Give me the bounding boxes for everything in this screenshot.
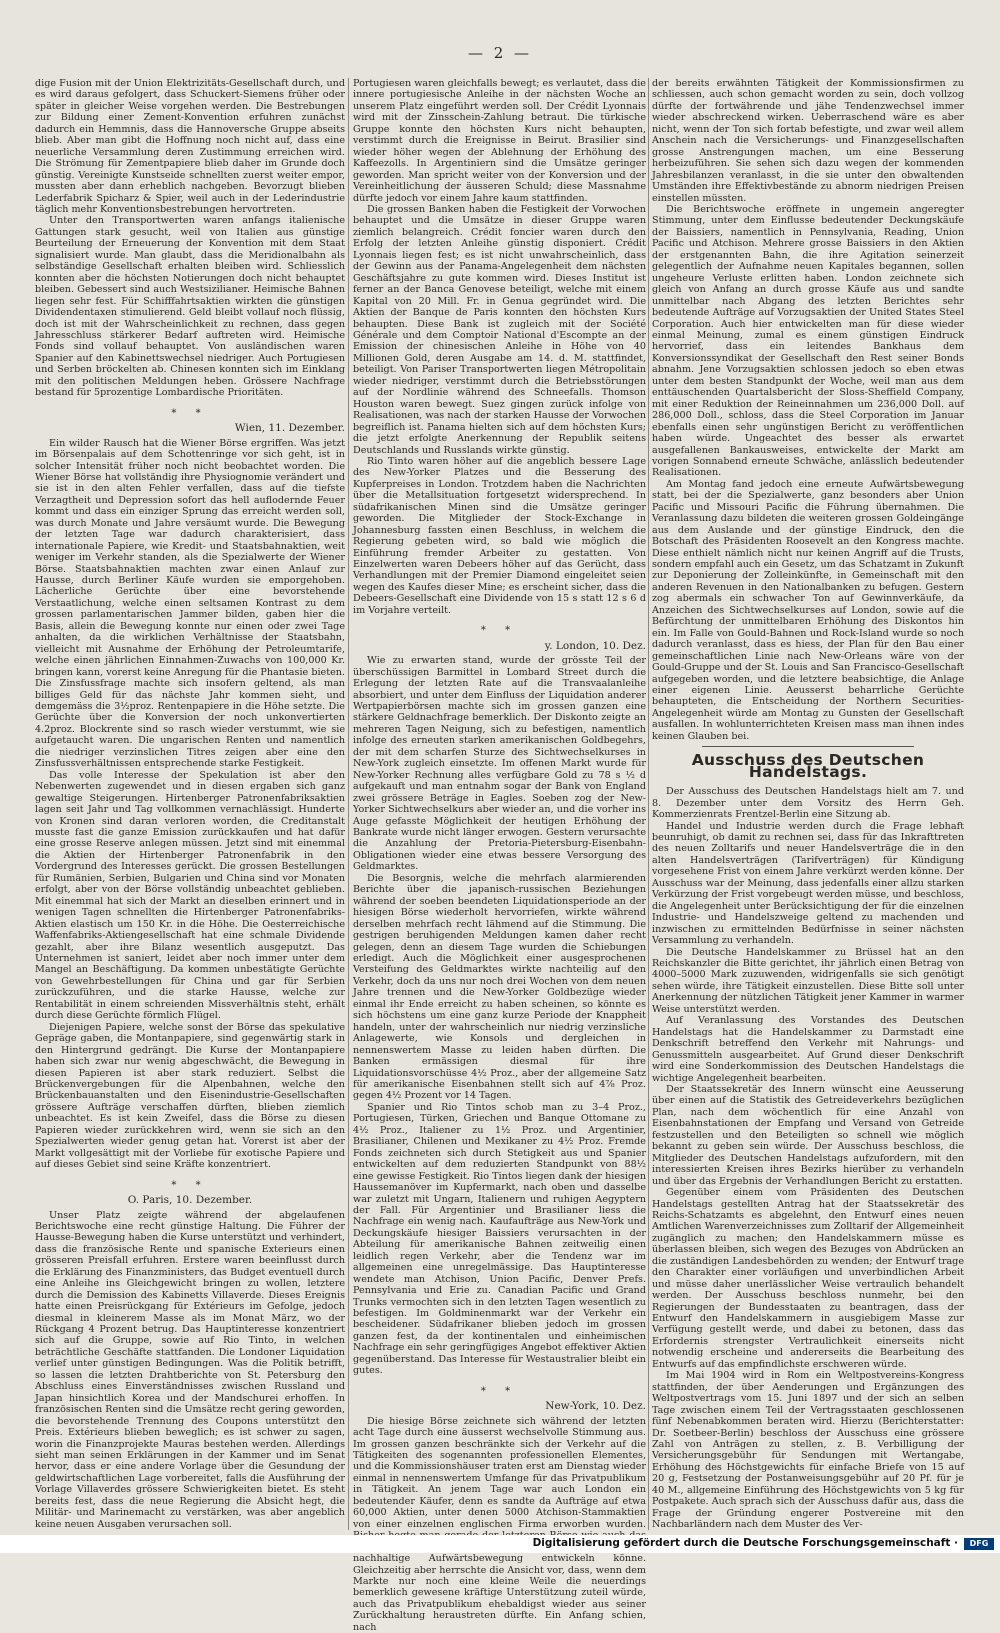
section-heading: Ausschuss des Deutschen Handelstags.: [691, 751, 925, 781]
paragraph: Auf Veranlassung des Vorstandes des Deutschen Handelstags hat die Handelskammer zu Darmstadt eine Denkschrift betreffend den Verkehr mit Nahrungs- und Genussmitteln ausgearbeitet. Auf Grund dieser Denkschrift wird eine Sonderkommission des Deutschen Handelstags die wichtige Angelegenheit bearbeiten.: [652, 1015, 964, 1084]
dateline: O. Paris, 10. Dezember.: [127, 1194, 253, 1207]
column-3: [652, 78, 964, 1530]
paragraph: Diejenigen Papiere, welche sonst der Börse das spekulative Gepräge gaben, die Montanpapiere, sind gegenwärtig stark in den Hintergrund gedrängt. Die Kurse der Montanpapiere haben sich zwar nur wenig abgeschwächt, die Bewegung in diesen Papieren ist aber stark reduziert. Selbst die Brückenvergebungen für die Alpenbahnen, welche den Brückenbauanstalten und den Eisenindustrie-Gesellschaften grössere Aufträge verschaffen dürften, blieben ziemlich unbeachtet. Es ist kein Zweifel, dass die Börse zu diesen Papieren wieder zurückkehren wird, wenn sie sich an den Spezialwerten wieder genug getan hat. Vorerst ist aber der Markt vollgesättigt mit der Vorliebe für exotische Papiere und auf dieses Gebiet sind seine Kräfte konzentriert.: [35, 1021, 345, 1171]
paragraph: Gegenüber einem vom Präsidenten des Deutschen Handelstags gestellten Antrag hat der Staatssekretär des Reichs-Schatzamts es abgelehnt, den Entwurf eines neuen Amtlichen Warenverzeichnisses zum Zolltarif der Allgemeinheit zugänglich zu machen; den Handelskammern müsse es überlassen bleiben, sich wegen des Bezuges von Abdrücken an die zuständigen Landesbehörden zu wenden; der Entwurf trage den Charakter einer vorläufigen und unverbindlichen Arbeit und müsse daher unerlässlicher Weise vertraulich behandelt werden. Der Ausschuss beschloss nunmehr, bei den Regierungen der Bundesstaaten zu beantragen, dass der Entwurf den Handelskammern in ausgiebigem Masse zur Verfügung gestellt werde, und dabei zu betonen, dass das Erfordernis strengster Vertraulichkeit einerseits nicht notwendig erscheine und andererseits die Bearbeitung des Entwurfs auf das empfindlichste erschweren würde.: [652, 1187, 964, 1370]
paragraph: Unser Platz zeigte während der abgelaufenen Berichtswoche eine recht günstige Haltung. Die Führer der Hausse-Bewegung haben die Kurse unterstützt und verhindert, dass die französische Rente und spanische Exterieurs einen grösseren Preisfall erfuhren. Erstere waren beeinflusst durch die Erklärung des Finanzministers, das Budget eventuell durch eine Anleihe ins Gleichgewicht bringen zu wollen, letztere durch die Demission des Kabinetts Villaverde. Dieses Ereignis hatte einen Preisrückgang für Extérieurs im Gefolge, jedoch diesmal in kleinerem Masse als im Monat März, wo der Rückgang 4 Prozent betrug. Das Hauptinteresse konzentriert sich auf die Gruppe, sowie auf Rio Tinto, in welchen beträchtliche Geschäfte stattfanden. Die Londoner Liquidation verlief unter günstigen Bedingungen. Was die Politik betrifft, so lassen die letzten Drahtberichte von St. Petersburg den Abschluss eines Einverständnisses zwischen Russland und Japan hinsichtlich Korea und der Mandschurei erhoffen. In französischen Renten sind die Umsätze recht gering geworden, die bevorstehende Trennung des Coupons unterstützt den Preis. Extérieurs blieben beweglich; es ist schwer zu sagen, worin die Finanzprojekte Mauras bestehen werden. Allerdings sieht man seinen Erklärungen in der Kammer und im Senat hervor, dass er eine andere Vorlage über die Gesundung der geldwirtschaftlichen Lage vorbereitet, falls die Ausführung der Vorlage Villaverdes grössere Schwierigkeiten bietet. Es steht bereits fest, dass die neue Regierung die Absicht hegt, die Militär- und Marinemacht zu verstärken, was aber angeblich keine neuen Ausgaben verursachen soll.: [35, 1209, 345, 1530]
section-separator: * *: [480, 1385, 519, 1397]
section-separator: * *: [171, 407, 209, 419]
paragraph: Die Besorgnis, welche die mehrfach alarmierenden Berichte über die japanisch-russischen Beziehungen während der soeben beendeten Liquidationsperiode an der hiesigen Börse wiederholt hervorriefen, wirkte während derselben mehrfach recht lähmend auf die Stimmung. Die gestrigen beruhigenden Meldungen kamen daher recht gelegen, denn an diesem Tage wurden die Schiebungen erledigt. Auch die Möglichkeit einer ausgesprochenen Versteifung des Geldmarktes wirkte nachteilig auf den Verkehr, doch da uns nur noch drei Wochen von dem neuen Jahre trennen und die New-Yorker Goldbezüge wieder einmal ihr Ende erreicht zu haben scheinen, so könnte es sich höchstens um eine ganz kurze Periode der Knappheit handeln, unter der wahrscheinlich nur niedrig verzinsliche Anlagewerte, wie Konsols und dergleichen in nennenswertem Masse zu leiden haben dürften. Die Banken ermässigen diesmal für ihre Liquidationsvorschüsse 4½ Proz., aber der allgemeine Satz für amerikanische Eisenbahnen stellt sich auf 4⅞ Proz. gegen 4½ Prozent vor 14 Tagen.: [353, 872, 646, 1102]
column-1: [35, 78, 345, 1530]
dateline: New-York, 10. Dez.: [545, 1400, 646, 1413]
paragraph: Die grossen Banken haben die Festigkeit der Vorwochen behauptet und die Umsätze in dieser Gruppe waren ziemlich belangreich. Crédit foncier waren durch den Erfolg der letzten Anleihe günstig disponiert. Crédit Lyonnais liegen fest; es ist nicht unwahrscheinlich, dass der Gewinn aus der Panama-Angelegenheit dem nächsten Geschäftsjahre zu gute kommen wird. Dieses Institut ist ferner an der Banca Genovese beteiligt, welche mit einem Kapital von 20 Mill. Fr. in Genua gegründet wird. Die Aktien der Banque de Paris konnten den höchsten Kurs behaupten. Diese Bank ist zugleich mit der Société Générale und dem Comptoir National d'Escompte an der Emission der chinesischen Anleihe in Höhe von 40 Millionen Gold, deren Ausgabe am 14. d. M. stattfindet, beteiligt. Von Pariser Transportwerten liegen Métropolitain wieder niedriger, verstimmt durch die Betriebsstörungen auf der Nordlinie während des Schneefalls. Thomson Houston waren bewegt. Suez gingen zurück infolge von Realisationen, was nach der starken Hausse der Vorwochen begreiflich ist. Panama hielten sich auf dem höchsten Kurs; die jetzt erfolgte Anerkennung der Republik seitens Deutschlands und Russlands wirkte günstig.: [353, 203, 646, 456]
paragraph: der bereits erwähnten Tätigkeit der Kommissionsfirmen zu schliessen, auch schon gemacht worden zu sein, doch vollzog dürfte der fortwährende und jähe Tendenzwechsel immer wieder abschreckend wirken. Ueberraschend wäre es aber nicht, wenn der Ton sich fortab befestigte, und zwar weil allem Anschein nach die Versicherungs- und Finanzgesellschaften grosse Anstrengungen machen, um eine Besserung herbeizuführen. Sie sehen sich dazu wegen der kommenden Jahresbilanzen veranlasst, in die sie unter den obwaltenden Umständen ihre Effektivbestände zu abnorm niedrigen Preisen einstellen müssten.: [652, 78, 964, 204]
section-divider: [702, 746, 914, 747]
section-separator: * *: [171, 1179, 209, 1191]
paragraph: Portugiesen waren gleichfalls bewegt; es verlautet, dass die innere portugiesische Anleihe in der nächsten Woche an unserem Platz eingeführt werden soll. Der Crédit Lyonnais wird mit der Zinsschein-Zahlung betraut. Die türkische Gruppe konnte den höchsten Kurs nicht behaupten, verstimmt durch die Ereignisse in Beirut. Brasilier sind wieder höher wegen der Ablehnung der Erhöhung des Kaffeezolls. In Argentiniern sind die Umsätze geringer geworden. Man spricht weiter von der Konversion und der Vereinheitlichung der äusseren Schuld; diese Massnahme dürfte jedoch vor einem Jahre kaum stattfinden.: [353, 78, 646, 204]
paragraph: Unter den Transportwerten waren anfangs italienische Gattungen stark gesucht, weil von Italien aus günstige Beurteilung der Erneuerung der Konvention mit dem Staat signalisiert wurde. Man glaubt, dass die Meridionalbahn als selbständige Gesellschaft erhalten bleiben wird. Schliesslich konnten aber die höchsten Notierungen doch nicht behauptet bleiben. Gebessert sind auch Westsizilianer. Heimische Bahnen liegen sehr fest. Für Schifffahrtsaktien wirkten die günstigen Dividendentaxen stimulierend. Geld bleibt vollauf noch flüssig, doch ist mit der Wahrscheinlichkeit zu rechnen, dass gegen Jahresschluss stärkerer Bedarf auftreten wird. Heimische Fonds sind vollauf behauptet. Von ausländischen waren Spanier auf den Kabinettswechsel niedriger. Auch Portugiesen und Serben bröckelten ab. Chinesen konnten sich im Einklang mit den politischen Meldungen heben. Grössere Nachfrage bestand für 5prozentige Lombardische Prioritäten.: [35, 215, 345, 399]
paragraph: Am Montag fand jedoch eine erneute Aufwärtsbewegung statt, bei der die Spezialwerte, ganz besonders aber Union Pacific und Missouri Pacific die Führung übernahmen. Die Veranlassung dazu bildeten die weiteren grossen Goldeingänge aus dem Auslande und der günstige Eindruck, den die Botschaft des Präsidenten Roosevelt an den Kongress machte. Diese enthielt nämlich nicht nur keinen Angriff auf die Trusts, sondern empfahl auch ein Gesetz, um das Schatzamt in Zukunft zur Deponierung der Zolleinkünfte, in Gemeinschaft mit den anderen Revenuen in den Nationalbanken zu befugen. Gestern zog abermals ein schwacher Ton auf Gewinnverkäufe, da Anzeichen des Sichtwechselkurses auf London, sowie auf die Befürchtung der unmittelbaren Erhöhung des Diskontos hin ein. Im Falle von Gould-Bahnen und Rock-Island wurde so noch dadurch veranlasst, dass es hiess, der Plan für den Bau einer gemeinschaftlichen Linie nach New-Orleans wäre von der Gould-Gruppe und der St. Louis and San Francisco-Gesellschaft aufgegeben worden, und die letztere beabsichtige, die Anlage einer eigenen Linie. Aeusserst beharrliche Gerüchte behaupteten, die Entscheidung der Northern Securities-Angelegenheit würde am Montag zu Gunsten der Gesellschaft ausfallen. In wohlunterrichteten Kreisen mass man ihnen indes keinen Glauben bei.: [652, 478, 964, 742]
column-2: [353, 78, 646, 1633]
column-rule: [348, 78, 349, 1530]
paragraph: Der Ausschuss des Deutschen Handelstags hielt am 7. und 8. Dezember unter dem Vorsitz des Herrn Geh. Kommerzienrats Frentzel-Berlin eine Sitzung ab.: [652, 786, 964, 821]
paragraph: dige Fusion mit der Union Elektrizitäts-Gesellschaft durch, und es wird daraus gefolgert, dass Schuckert-Siemens früher oder später in gleicher Weise vorgehen werden. Die Bestrebungen zur Bildung einer Zement-Konvention erfuhren zunächst dadurch ein Hemmnis, dass die Hannoversche Gruppe abseits blieb. Aber man gibt die Hoffnung noch nicht auf, dass eine neuerliche Versammlung deren Zustimmung erreichen wird. Die Strömung für Zementpapiere blieb daher im Grunde doch günstig. Vereinigte Kunstseide schnellten zuerst weiter empor, mussten aber dann erheblich nachgeben. Bevorzugt blieben Lederfabrik Spicharz & Spier, weil auch in der Lederindustrie täglich mehr Konventionsbestrebungen hervortreten.: [35, 78, 345, 215]
paragraph: Ein wilder Rausch hat die Wiener Börse ergriffen. Was jetzt im Börsenpalais auf dem Schottenringe vor sich geht, ist in solcher Intensität früher noch nicht beobachtet worden. Die Wiener Börse hat vollständig ihre Physiognomie verändert und sie ist in den alten Fehler verfallen, dass auf die tiefste Verzagtheit und Depression sofort das hell auflodernde Feuer kommt und dass ein einziger Sprung das erreicht werden soll, was durch Monate und Jahre versäumt wurde. Die Bewegung der letzten Tage war dadurch charakterisiert, dass internationale Papiere, wie Kredit- und Staatsbahnaktien, weit weniger im Verkehr standen, als die Spezialwerte der Wiener Börse. Staatsbahnaktien machten zwar einen Anlauf zur Hausse, durch Berliner Käufe wurden sie emporgehoben. Lächerliche Gerüchte über eine bevorstehende Verstaatlichung, welche einen seltsamen Kontrast zu dem grossen parlamentarischen Jammer bilden, gaben hier die Basis, allein die Bewegung konnte nur einen oder zwei Tage anhalten, da die wirklichen Verhältnisse der Staatsbahn, vielleicht mit Ausnahme der Erhöhung der Petroleumtarife, welche einen jährlichen Einnahmen-Zuwachs von 100,000 Kr. bringen kann, vorerst keine Anregung für die Phantasie bieten. Die Zinsfussfrage machte sich insofern geltend, als man billiges Geld für das nächste Jahr kommen sieht, und demgemäss die 3½proz. Rentenpapiere in die Höhe setzte. Die Gerüchte über die Konversion der noch unkonvertierten 4.2proz. Blockrente sind so rasch wieder verstummt, wie sie aufgetaucht waren. Die ungarischen Renten und namentlich die niedriger verzinslichen Titres zeigen aber eine den Zinsfussverhältnissen entsprechende starke Festigkeit.: [35, 437, 345, 770]
paragraph: Rio Tinto waren höher auf die angeblich bessere Lage des New-Yorker Platzes und die Besserung des Kupferpreises in London. Trotzdem haben die Nachrichten über die Metallsituation fortgesetzt widersprechend. In südafrikanischen Minen sind die Umsätze geringer geworden. Die Mitglieder der Stock-Exchange in Johannesburg fassten einen Beschluss, in welchem die Regierung gebeten wird, so bald wie möglich die Einführung fremder Arbeiter zu gestatten. Von Einzelwerten waren Debeers höher auf das Gerücht, dass Verhandlungen mit der Premier Diamond eingeleitet seien wegen des Kaufes dieser Mine; es erscheint sicher, dass die Debeers-Gesellschaft eine Dividende von 15 s statt 12 s 6 d im Vorjahre verteilt.: [353, 455, 646, 616]
column-rule: [648, 78, 649, 1530]
digitization-footer: [0, 1535, 1000, 1553]
paragraph: Wie zu erwarten stand, wurde der grösste Teil der überschüssigen Barmittel in Lombard Street durch die Erlegung der letzten Rate auf die Transvaalanleihe absorbiert, und unter dem Einfluss der Liquidation anderer Wertpapierbörsen machte sich im grossen ganzen eine stärkere Geldnachfrage bemerklich. Der Diskonto zeigte an mehreren Tagen Neigung, sich zu befestigen, namentlich infolge des erneuten starken amerikanischen Goldbegehrs, der mit dem scharfen Sturze des Sichtwechselkurses in New-York zugleich einsetzte. Im offenen Markt wurde für New-Yorker Rechnung alles verfügbare Gold zu 78 s ½ d aufgekauft und man entnahm sogar der Bank von England zwei grössere Beträge in Eagles. Soeben zog der New-Yorker Sichtwechselkurs aber wieder an, und die vorher ins Auge gefasste Möglichkeit der heutigen Erhöhung der Bankrate wurde nicht länger erwogen. Gestern verursachte die Anzahlung der Pretoria-Pietersburg-Eisenbahn-Obligationen wieder eine etwas bessere Versorgung des Geldmarktes.: [353, 655, 646, 873]
dfg-logo: DFG: [964, 1538, 994, 1550]
page-number: — 2 —: [467, 44, 533, 62]
dateline: Wien, 11. Dezember.: [234, 422, 345, 435]
paragraph: Im Mai 1904 wird in Rom ein Weltpostvereins-Kongress stattfinden, der über Aenderungen und Ergänzungen des Weltpostvertrags vom 15. Juni 1897 und der sich an selben Tage zwischen einem Teil der Vertragsstaaten geschlossenen fünf Nebenabkommen beraten wird. Hierzu (Berichterstatter: Dr. Soetbeer-Berlin) beschloss der Ausschuss eine grössere Zahl von Anträgen zu stellen, z. B. Verbilligung der Versicherungsgebühr für Sendungen mit Wertangabe, Erhöhung des Höchstgewichts für einfache Briefe von 15 auf 20 g, Festsetzung der Postanweisungsgebühr auf 20 Pf. für je 40 M., allgemeine Einführung des Höchstgewichts von 5 kg für Postpakete. Auch sprach sich der Ausschuss dafür aus, dass die Frage der Gründung engerer Postvereine mit den Nachbarländern nach dem Muster des Ver-: [652, 1370, 964, 1531]
dateline: y. London, 10. Dez.: [544, 639, 646, 652]
paragraph: Spanier und Rio Tintos schob man zu 3–4 Proz., Portugiesen, Türken, Griechen und Banque Ottomane zu 4½ Proz., Italiener zu 1½ Proz. und Argentinier, Brasilianer, Chilenen und Mexikaner zu 4½ Proz. Fremde Fonds zeichneten sich durch Stetigkeit aus und Spanier entwickelten auf dem reduzierten Standpunkt von 88½ eine gewisse Festigkeit. Rio Tintos liegen dank der hiesigen Haussemanöver im Kupfermarkt, nach oben und dasselbe war zuletzt mit Ungarn, Italienern und ruhigen Aegyptern der Fall. Für Argentinier und Brasilianer liess die Nachfrage ein wenig nach. Kaufaufträge aus New-York und Deckungskäufe hiesiger Baissiers verursachten in der Abteilung für amerikanische Bahnen zeitweilig einen leidlich regen Verkehr, aber die Tendenz war im allgemeinen eine unregelmässige. Das Hauptinteresse wendete man Atchison, Union Pacific, Denver Prefs. Pennsylvania und Erie zu. Canadian Pacific und Grand Trunks vermochten sich in den letzten Tagen wesentlich zu befestigen. Im Goldminenmarkt war der Verkehr ein bescheidener. Südafrikaner blieben jedoch im grossen ganzen fest, da der kontinentalen und einheimischen Nachfrage ein sehr geringfügiges Angebot effektiver Aktien gegenüberstand. Das Interesse für Westaustralier bleibt ein gutes.: [353, 1101, 646, 1377]
section-separator: * *: [480, 625, 519, 637]
paragraph: Handel und Industrie werden durch die Frage lebhaft beunruhigt, ob damit zu rechnen sei, dass für das Inkrafttreten des neuen Zolltarifs und neuer Handelsverträge die in den alten Handelsverträgen (Tarifverträgen) für Kündigung vorgesehene Frist von einem Jahre verkürzt werden könne. Der Ausschuss war der Meinung, dass jedenfalls einer allzu starken Verkürzung der Frist vorgebeugt werden müsse, und beschloss, die Angelegenheit unter Berücksichtigung der für die einzelnen Industrie- und Handelszweige geltend zu machenden und inzwischen zu ermittelnden Bedürfnisse in seiner nächsten Versammlung zu verhandeln.: [652, 820, 964, 947]
paragraph: Der Staatssekretär des Innern wünscht eine Aeusserung über einen auf die Statistik des Getreideverkehrs bezüglichen Plan, nach dem wöchentlich für eine Anzahl von Eisenbahnstationen der Empfang und Versand von Getreide festzustellen und den Beteiligten so schnell wie möglich bekannt zu geben sein würde. Der Ausschuss beschloss, die Mitglieder des Deutschen Handelstags aufzufordern, mit den interessierten Kreisen ihres Bezirks hierüber zu verhandeln und über das Ergebnis der Verhandlungen Bericht zu erstatten.: [652, 1083, 964, 1187]
paragraph: Die hiesige Börse zeichnete sich während der letzten acht Tage durch eine äusserst wechselvolle Stimmung aus. Im grossen ganzen beschränkte sich der Verkehr auf die Tätigkeiten des sogenannten professionellen Elementes, und die Kommissionshäuser traten erst am Dienstag wieder einmal in nennenswertem Umfange für das Privatpublikum in Tätigkeit. An jenem Tage war auch London ein bedeutender Käufer, denn es sandte da Aufträge auf etwa 60,000 Aktien, unter denen 5000 Atchison-Stammaktien von einer einzelnen englischen Firma erworben wurden. nachhaltige Aufwärtsbewegung entwickeln könne. Gleichzeitig aber herrschte die Ansicht vor, dass, wenn dem Markte nur noch eine kleine Weile die neuerdings bemerklich gewesene kräftige Unterstützung zuteil würde, auch das Privatpublikum ehebaldigst wieder aus seiner Zurückhaltung heraustreten dürfte. Ein Anfang schien, nach: [353, 1415, 646, 1633]
funding-credit: Digitalisierung gefördert durch die Deutsche Forschungsgemeinschaft ·: [532, 1537, 958, 1549]
paragraph: Die Berichtswoche eröffnete in ungemein angeregter Stimmung, unter dem Einflusse bedeutender Deckungskäufe der Baissiers, namentlich in Pennsylvania, Reading, Union Pacific und Atchison. Mehrere grosse Baissiers in den Aktien der erstgenannten Bahn, die ihre Agitation seinerzeit gelegentlich der Aufnahme neuen Kapitales begannen, sollen ungeheure Verluste erlitten haben. London zeichnete sich gleich von Anfang an durch grosse Käufe aus und sandte unmittelbar nach Abgang des letzten Berichtes sehr bedeutende Aufträge auf Vorzugsaktien der United States Steel Corporation. Auch hier entwickelten man für diese wieder einmal Meinung, zumal es einem günstigen Eindruck hervorrief, dass ein leitendes Bankhaus dem Konversionssyndikat der Gesellschaft den Rest seiner Bonds abnahm. Jene Vorzugsaktien schlossen jedoch so eben etwas unter dem besten Standpunkt der Woche, weil man aus dem enttäuschenden Quartalsbericht der Sloss-Sheffield Company, mit einer Reduktion der Reineinnahmen um 236,000 Doll. auf 286,000 Doll., schloss, dass die Steel Corporation im Januar ebenfalls einen sehr ungünstigen Bericht zu veröffentlichen haben würde. Ungeachtet des besser als erwartet ausgefallenen Bankausweises, entwickelte der Markt am vorigen Sonnabend erneute Schwäche, anlässlich bedeutender Realisationen.: [652, 203, 964, 479]
paragraph: Die Deutsche Handelskammer zu Brüssel hat an den Reichskanzler die Bitte gerichtet, ihr jährlich einen Betrag von 4000–5000 Mark zuzuwenden, widrigenfalls sie sich genötigt sehen würde, ihre Tätigkeit einzustellen. Diese Bitte soll unter Anerkennung der nützlichen Tätigkeit jener Kammer in warmer Weise unterstützt werden.: [652, 946, 964, 1015]
paragraph: Das volle Interesse der Spekulation ist aber den Nebenwerten zugewendet und in diesen ergaben sich ganz gewaltige Steigerungen. Hirtenberger Patronenfabriksaktien lagen seit Jahr und Tag vollkommen vernachlässigt. Hunderte von Kronen sind daran verloren worden, die Creditanstalt musste fast die ganze Emission zurückkaufen und hat dafür eine grosse Reserve anlegen müssen. Jetzt sind mit einemmal die Aktien der Hirtenberger Patronenfabrik in den Vordergrund des Interesses gerückt. Die grossen Bestellungen für Rumänien, Serbien, Bulgarien und China sind vor Monaten erfolgt, aber von der Börse vollständig unbeachtet geblieben. Mit einemmal hat sich der Markt an dieselben erinnert und in wenigen Tagen schnellten die Hirtenberger Patronenfabriks-Aktien elastisch um 150 Kr. in die Höhe. Die Oesterreichische Waffenfabriks-Aktiengesellschaft hat eine schmale Dividende gezahlt, aber ihre Bilanz wesentlich ausgeputzt. Das Unternehmen ist saniert, leidet aber noch immer unter dem Mangel an Beschäftigung. Da kommen unbestätigte Gerüchte von Gewehrbestellungen für China und gar für Serbien zurückzuführen, und die starke Hausse, welche zur Rentabilität in einem schreienden Missverhältnis steht, erhält durch diese Gerüchte förmlich Flügel.: [35, 769, 345, 1022]
